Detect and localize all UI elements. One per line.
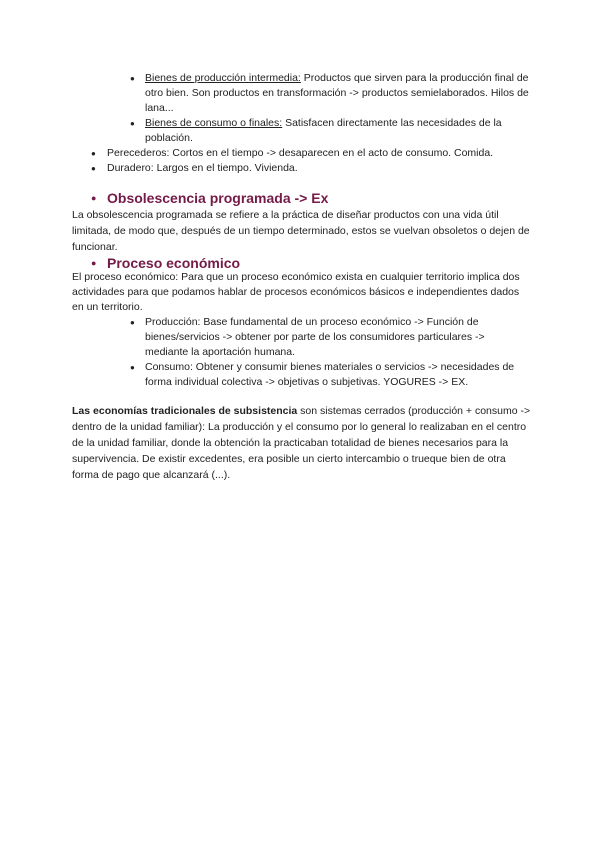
list-item: Perecederos: Cortos en el tiempo -> desaparecen en el acto de consumo. Comida. xyxy=(107,147,494,159)
term-label: Bienes de consumo o finales: xyxy=(145,117,283,129)
heading-bullet: ● xyxy=(91,258,97,268)
list-item: Consumo: Obtener y consumir bienes materiales o servicios -> necesidades de forma individual colectiva -> objetivas o subjetivas. YOGURES -> EX. xyxy=(145,361,515,388)
section-paragraph xyxy=(72,403,532,483)
list-bullet: ● xyxy=(130,363,135,372)
list-bullet: ● xyxy=(130,318,135,327)
section-heading-proceso: Proceso económico xyxy=(107,255,241,271)
section-paragraph: La obsolescencia programada se refiere a la práctica de diseñar productos con una vida útil limitada, de modo que, después de un tiempo determinado, estos se vuelvan obsoletos o dejen de funcionar. xyxy=(72,209,530,253)
list-bullet: ● xyxy=(130,74,135,83)
term-description: Satisfacen directamente las necesidades de la población. xyxy=(145,117,502,144)
paragraph-body: son sistemas cerrados (producción + consumo -> dentro de la unidad familiar): La producción y el consumo por lo general lo realizaban en el centro de la unidad familiar, donde la obtención la practicaban totalidad de bienes necesarios para la supervivencia. De existir excedentes, era posible un cierto intercambio o trueque bien de otra forma de pago que alcanzará (...). xyxy=(72,405,531,481)
heading-bullet: ● xyxy=(91,193,97,203)
section-paragraph: El proceso económico: Para que un proceso económico exista en cualquier territorio implica dos actividades para que podamos hablar de procesos económicos básicos e independientes dados en un territorio. xyxy=(72,271,520,313)
list-bullet: ● xyxy=(91,149,96,158)
list-item xyxy=(145,116,530,146)
term-description: Productos que sirven para la producción final de otro bien. Son productos en transformación -> productos semielaborados. Hilos de lana... xyxy=(145,72,529,114)
list-bullet: ● xyxy=(130,119,135,128)
list-item: Producción: Base fundamental de un proceso económico -> Función de bienes/servicios -> obtener por parte de los consumidores particulares -> mediante la aportación humana. xyxy=(145,316,485,358)
list-bullet: ● xyxy=(91,164,96,173)
list-item: Duradero: Largos en el tiempo. Vivienda. xyxy=(107,162,298,174)
list-item xyxy=(145,71,530,116)
bold-lead: Las economías tradicionales de subsistencia xyxy=(72,405,298,417)
section-heading-obsolescencia: Obsolescencia programada -> Ex xyxy=(107,190,329,206)
term-label: Bienes de producción intermedia: xyxy=(145,72,301,84)
